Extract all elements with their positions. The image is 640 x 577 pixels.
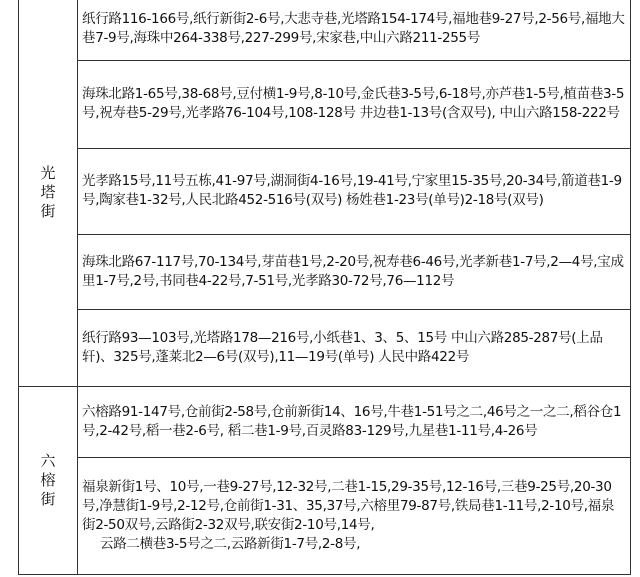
address-text: 六榕路91-147号,仓前街2-58号,仓前新街14、16号,牛巷1-51号之二,46号之一之二,稻谷仓1号,2-42号,稻一巷2-6号, 稻二巷1-9号,百灵路83-129号,九星巷1-11号,4-26号 <box>82 403 622 439</box>
address-cell <box>78 0 631 60</box>
address-text: 海珠北路67-117号,70-134号,芽苗巷1号,2-20号,祝寿巷6-46号,光孝新巷1-7号,2—4号,宝成里1-7号,2号,书同巷4-22号,7-51号,光孝路30-72号,76—112号 <box>82 253 624 289</box>
table-row <box>19 386 631 458</box>
address-cell <box>78 386 631 458</box>
address-text: 纸行路116-166号,纸行新街2-6号,大悲寺巷,光塔路154-174号,福地巷9-27号,2-56号,福地大巷7-9号,海珠中264-338号,227-299号,宋家巷,中山六路211-255号 <box>82 11 625 47</box>
table-row <box>19 148 631 234</box>
address-table <box>18 0 631 575</box>
district-cell-guangta <box>19 0 78 386</box>
address-cell <box>78 60 631 148</box>
address-cell <box>78 309 631 386</box>
district-char: 街 <box>40 201 56 220</box>
district-char: 六 <box>40 451 56 470</box>
address-text: 纸行路93—103号,光塔路178—216号,小纸巷1、3、5、15号 中山六路285-287号(上品轩)、325号,蓬莱北2—6号(双号),11—19号(单号) 人民中路422号 <box>82 329 603 365</box>
district-char: 榕 <box>40 470 56 489</box>
address-text: 福泉新街1号、10号,一巷9-27号,12-32号,二巷1-15,29-35号,12-16号,三巷9-25号,20-30号,净慧街1-9号,2-12号,仓前街1-31、35,37号,六榕里79-87号,铁局巷1-11号,2-10号,福泉街2-50双号,云路街2-32双号,联安街2-10号,14号, <box>82 479 615 534</box>
address-text: 光孝路15号,11号五栋,41-97号,湖洞街4-16号,19-41号,宁家里15-35号,20-34号,箭道巷1-9号,陶家巷1-32号,人民北路452-516号(双号) 杨姓巷1-23号(单号)2-18号(双号) <box>82 173 622 209</box>
table-row <box>19 234 631 309</box>
address-text: 海珠北路1-65号,38-68号,豆付横1-9号,8-10号,金氏巷3-5号,6-18号,亦芦巷1-5号,植苗巷3-5号,祝寿巷5-29号,光孝路76-104号,108-128号 井边巷1-13号(含双号), 中山六路158-222号 <box>82 86 625 122</box>
address-text: 云路二横巷3-5号之二,云路新街1-7号,2-8号, <box>100 536 361 553</box>
address-cell <box>78 234 631 309</box>
table-row <box>19 60 631 148</box>
table-row <box>19 0 631 60</box>
table-row <box>19 458 631 575</box>
district-char: 街 <box>40 489 56 508</box>
address-cell <box>78 458 631 575</box>
district-char: 塔 <box>40 182 56 201</box>
district-char: 光 <box>40 163 56 182</box>
table-row <box>19 309 631 386</box>
district-cell-liurong <box>19 386 78 574</box>
address-cell <box>78 148 631 234</box>
